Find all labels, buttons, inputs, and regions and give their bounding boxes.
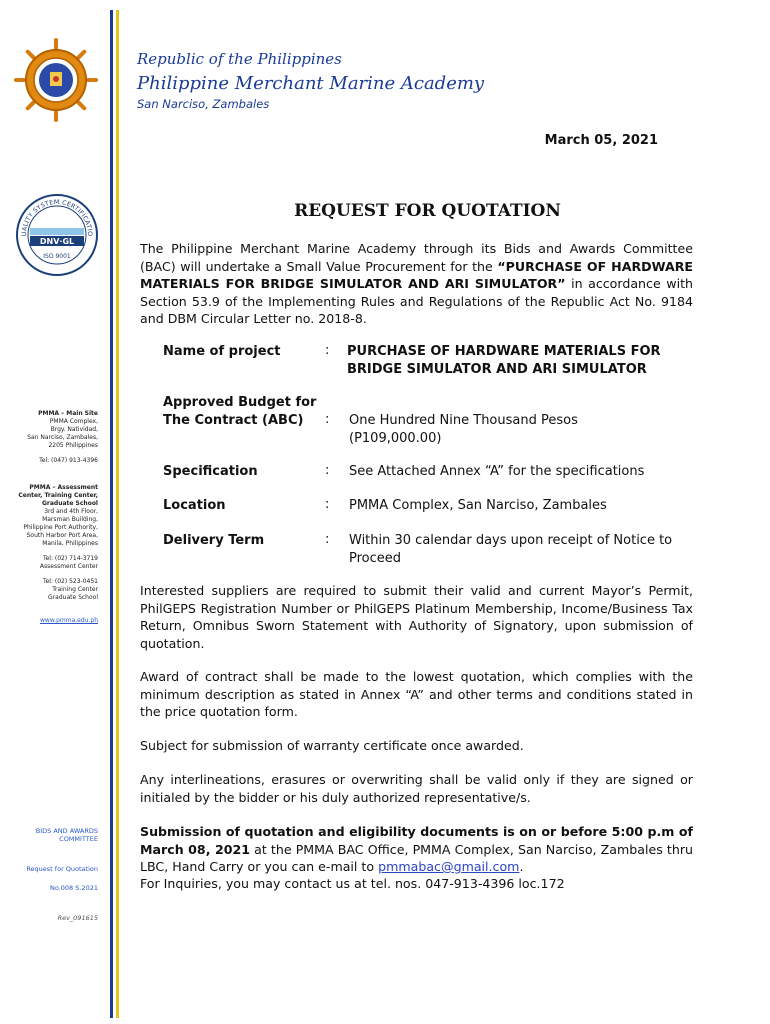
intro-text: The Philippine Merchant Marine Academy through its Bids and Awards Committee (BAC) will undertake a Small Value Procurement for the xyxy=(140,241,693,274)
intro-text-end: in accordance with Section 53.9 of the Implementing Rules and Regulations of the Republic Act No. 9184 and DBM Circular Letter no. 2018-8. xyxy=(140,276,693,326)
committee-line: BIDS AND AWARDS xyxy=(35,827,98,835)
abc-label-line: Approved Budget for xyxy=(163,395,317,410)
iso-arc-text: UALITY SYSTEM CERTIFICATIO xyxy=(20,198,94,237)
project-label: Name of project xyxy=(163,344,281,359)
colon: : xyxy=(325,412,330,427)
assessment-title: Graduate School xyxy=(41,500,98,507)
colon: : xyxy=(325,343,330,358)
iso-certification-badge xyxy=(14,192,100,278)
interlineations-paragraph: Any interlineations, erasures or overwriting shall be valid only if they are signed or initialed by the bidder or his duly authorized representative/s. xyxy=(140,772,693,805)
abc-value-amount: (P109,000.00) xyxy=(349,430,442,446)
project-value: PURCHASE OF HARDWARE MATERIALS FOR BRIDGE SIMULATOR AND ARI SIMULATOR xyxy=(347,344,661,377)
requirements-paragraph: Interested suppliers are required to submit their valid and current Mayor’s Permit, PhilGEPS Registration Number or PhilGEPS Platinum Membership, Income/Business Tax Return, Omnibus Sworn Statement with Authority of Signatory, upon submission of quotation. xyxy=(140,583,693,651)
warranty-paragraph: Subject for submission of warranty certificate once awarded. xyxy=(140,738,524,753)
document-title: REQUEST FOR QUOTATION xyxy=(294,201,561,221)
intro-paragraph xyxy=(140,240,693,328)
submission-text: at the PMMA BAC Office, PMMA Complex, San Narciso, Zambales thru LBC, Hand Carry or you can e-mail to xyxy=(140,841,693,874)
committee-block xyxy=(26,827,98,922)
specification-label: Specification xyxy=(163,464,258,479)
procurement-title: “PURCHASE OF HARDWARE MATERIALS FOR BRIDGE SIMULATOR AND ARI SIMULATOR” xyxy=(140,258,693,291)
dnv-gl-brand: DNV·GL xyxy=(39,237,75,246)
document-type: Request for Quotation xyxy=(26,865,98,873)
delivery-label: Delivery Term xyxy=(163,533,265,548)
address-line: South Harbor Port Area, xyxy=(26,532,98,539)
bac-email-link[interactable]: pmmabac@gmail.com xyxy=(378,859,520,874)
dnv-gl-icon xyxy=(14,192,100,278)
document-number: No.008 S.2021 xyxy=(50,884,98,892)
assessment-title: PMMA – Assessment xyxy=(29,484,98,491)
address-line: 2205 Philippines xyxy=(48,442,98,449)
delivery-value: Within 30 calendar days upon receipt of Notice to Proceed xyxy=(349,533,673,566)
committee-line: COMMITTEE xyxy=(59,835,98,843)
location-label: Location xyxy=(163,498,226,513)
graduate-tel-label: Graduate School xyxy=(48,594,98,601)
pmma-seal-logo xyxy=(14,38,98,122)
republic-heading: Republic of the Philippines xyxy=(137,50,342,68)
abc-value-words: One Hundred Nine Thousand Pesos xyxy=(349,413,578,428)
assessment-tel-label: Assessment Center xyxy=(39,563,98,570)
submission-end: . xyxy=(519,859,524,874)
specification-value: See Attached Annex “A” for the specifications xyxy=(349,464,645,479)
address-line: San Narciso, Zambales, xyxy=(27,434,98,441)
assessment-center-block xyxy=(18,484,98,625)
academy-location: San Narciso, Zambales xyxy=(137,97,270,111)
training-tel-label: Training Center xyxy=(52,586,98,593)
iso-standard: ISO 9001 xyxy=(43,253,71,260)
document-date: March 05, 2021 xyxy=(544,133,658,148)
abc-value xyxy=(349,412,694,447)
assessment-tel: Tel: (02) 714-3719 xyxy=(42,555,98,562)
award-paragraph: Award of contract shall be made to the lowest quotation, which complies with the minimum description as stated in Annex “A” and other terms and conditions stated in the price quotation form. xyxy=(140,669,693,719)
academy-heading: Philippine Merchant Marine Academy xyxy=(137,73,485,94)
submission-deadline: Submission of quotation and eligibility documents is on or before 5:00 p.m of March 08, 2021 xyxy=(140,824,693,857)
training-tel: Tel: (02) 523-0451 xyxy=(42,578,98,585)
yellow-margin-rule xyxy=(116,10,119,1018)
colon: : xyxy=(325,463,330,478)
address-line: 3rd and 4th Floor, xyxy=(44,508,98,515)
assessment-title: Center, Training Center, xyxy=(18,492,98,499)
address-line: Manila, Philippines xyxy=(42,540,98,547)
address-line: Marsman Building, xyxy=(42,516,98,523)
location-value: PMMA Complex, San Narciso, Zambales xyxy=(349,498,607,513)
abc-label-line: The Contract (ABC) xyxy=(163,412,304,428)
main-site-title: PMMA – Main Site xyxy=(38,410,98,417)
website-link[interactable]: www.pmma.edu.ph xyxy=(40,617,98,624)
address-line: PMMA Complex, xyxy=(49,418,98,425)
submission-paragraph xyxy=(140,823,693,876)
colon: : xyxy=(325,532,330,547)
colon: : xyxy=(325,497,330,512)
main-site-tel: Tel: (047) 913-4396 xyxy=(39,457,98,464)
revision-code: Rev_091615 xyxy=(57,914,98,922)
abc-label xyxy=(163,394,316,429)
inquiries-line: For Inquiries, you may contact us at tel. nos. 047-913-4396 loc.172 xyxy=(140,876,565,891)
address-line: Philippine Port Authority, xyxy=(23,524,98,531)
address-line: Brgy. Natividad, xyxy=(50,426,98,433)
main-site-block xyxy=(27,410,98,465)
blue-margin-rule xyxy=(110,10,113,1018)
